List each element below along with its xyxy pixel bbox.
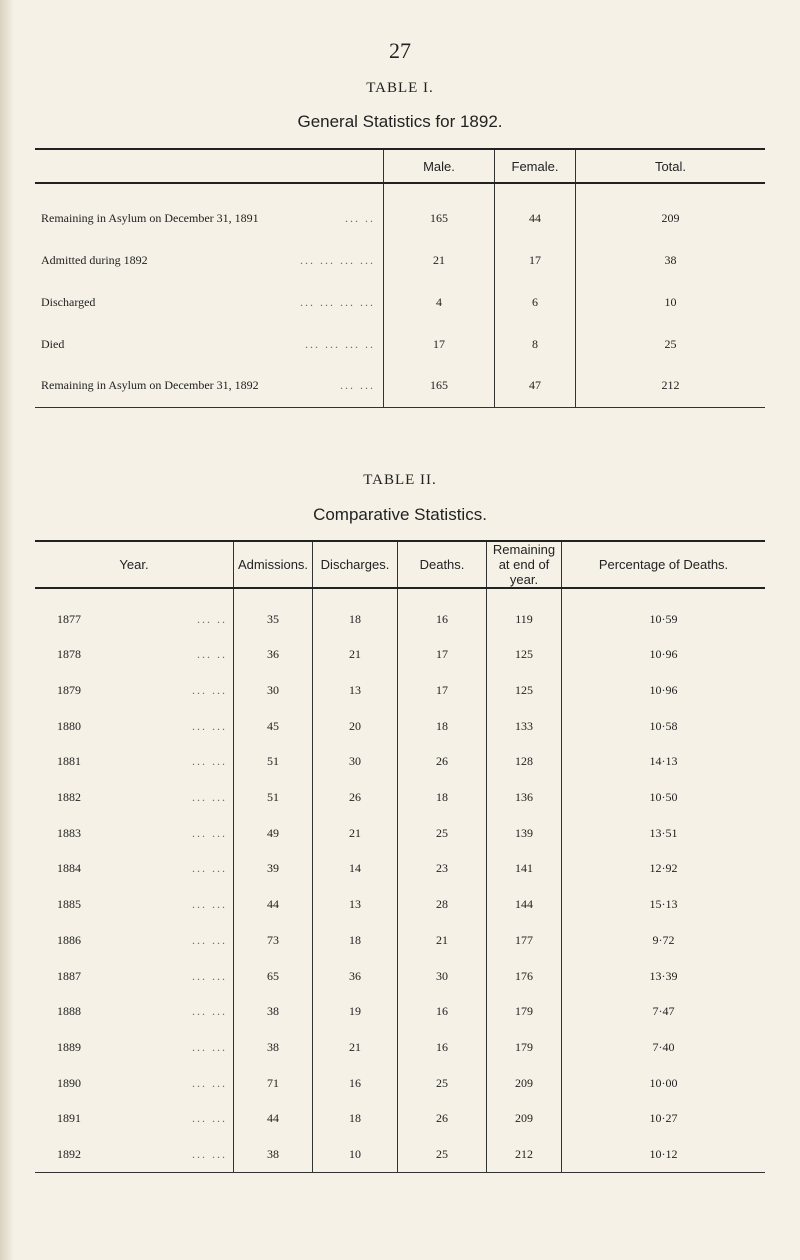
table2-label: TABLE II. <box>363 472 437 488</box>
discharges-cell: 14 <box>313 851 398 887</box>
table1-label: TABLE I. <box>366 80 434 96</box>
table-row <box>35 183 765 239</box>
admissions-cell: 38 <box>234 1137 313 1173</box>
remaining-cell: 212 <box>487 1137 562 1173</box>
leader-dots: ... ... <box>192 1111 227 1126</box>
table-row <box>35 365 765 407</box>
discharges-cell: 21 <box>313 815 398 851</box>
deaths-cell: 26 <box>398 744 487 780</box>
header-female: Female. <box>495 149 576 183</box>
remaining-cell: 139 <box>487 815 562 851</box>
leader-dots: ... ... ... .. <box>305 336 375 351</box>
discharges-cell: 18 <box>313 588 398 637</box>
year: 1891 <box>57 1111 81 1126</box>
total-cell: 212 <box>576 365 766 407</box>
table-row <box>35 851 765 887</box>
discharges-cell: 21 <box>313 1030 398 1066</box>
table-row <box>35 673 765 709</box>
deaths-cell: 17 <box>398 637 487 673</box>
deaths-cell: 25 <box>398 815 487 851</box>
table-row <box>35 281 765 323</box>
year: 1882 <box>57 790 81 805</box>
deaths-cell: 18 <box>398 780 487 816</box>
male-cell: 21 <box>384 239 495 281</box>
table1-title: General Statistics for 1892. <box>297 112 503 131</box>
row-label: Died <box>41 336 65 351</box>
leader-dots: ... .. <box>197 611 227 626</box>
comparative-statistics-table <box>35 540 765 1173</box>
female-cell: 6 <box>495 281 576 323</box>
leader-dots: ... ... <box>192 825 227 840</box>
page-number: 27 <box>389 38 411 63</box>
year: 1883 <box>57 825 81 840</box>
leader-dots: ... ... <box>192 897 227 912</box>
male-cell: 165 <box>384 183 495 239</box>
table-row <box>35 239 765 281</box>
leader-dots: ... ... <box>192 718 227 733</box>
percentage-cell: 10·59 <box>562 588 766 637</box>
deaths-cell: 25 <box>398 1137 487 1173</box>
discharges-cell: 36 <box>313 958 398 994</box>
year-cell <box>35 815 234 851</box>
row-label-cell <box>35 281 384 323</box>
table-row <box>35 994 765 1030</box>
deaths-cell: 25 <box>398 1065 487 1101</box>
year: 1881 <box>57 754 81 769</box>
year: 1888 <box>57 1004 81 1019</box>
row-label-cell <box>35 183 384 239</box>
deaths-cell: 26 <box>398 1101 487 1137</box>
year: 1886 <box>57 932 81 947</box>
header-year: Year. <box>35 541 234 588</box>
discharges-cell: 13 <box>313 673 398 709</box>
year-cell <box>35 851 234 887</box>
percentage-cell: 7·40 <box>562 1030 766 1066</box>
table-row <box>35 887 765 923</box>
deaths-cell: 16 <box>398 994 487 1030</box>
deaths-cell: 16 <box>398 1030 487 1066</box>
table-header-row <box>35 149 765 183</box>
percentage-cell: 14·13 <box>562 744 766 780</box>
header-deaths: Deaths. <box>398 541 487 588</box>
leader-dots: ... ... <box>192 790 227 805</box>
year: 1878 <box>57 647 81 662</box>
female-cell: 8 <box>495 323 576 365</box>
discharges-cell: 21 <box>313 637 398 673</box>
total-cell: 209 <box>576 183 766 239</box>
percentage-cell: 7·47 <box>562 994 766 1030</box>
deaths-cell: 17 <box>398 673 487 709</box>
table-row <box>35 637 765 673</box>
female-cell: 17 <box>495 239 576 281</box>
admissions-cell: 38 <box>234 994 313 1030</box>
year-cell <box>35 923 234 959</box>
remaining-cell: 125 <box>487 673 562 709</box>
leader-dots: ... ... <box>192 1075 227 1090</box>
year-cell <box>35 1101 234 1137</box>
percentage-cell: 10·50 <box>562 780 766 816</box>
admissions-cell: 51 <box>234 780 313 816</box>
year-cell <box>35 887 234 923</box>
table-row <box>35 1030 765 1066</box>
table-row <box>35 588 765 637</box>
year-cell <box>35 1030 234 1066</box>
discharges-cell: 18 <box>313 923 398 959</box>
header-discharges: Discharges. <box>313 541 398 588</box>
leader-dots: ... ... <box>192 1039 227 1054</box>
remaining-cell: 141 <box>487 851 562 887</box>
remaining-cell: 209 <box>487 1065 562 1101</box>
year: 1885 <box>57 897 81 912</box>
row-label: Remaining in Asylum on December 31, 1892 <box>41 378 259 393</box>
admissions-cell: 44 <box>234 1101 313 1137</box>
admissions-cell: 73 <box>234 923 313 959</box>
deaths-cell: 16 <box>398 588 487 637</box>
admissions-cell: 65 <box>234 958 313 994</box>
discharges-cell: 13 <box>313 887 398 923</box>
admissions-cell: 51 <box>234 744 313 780</box>
leader-dots: ... ... <box>192 1004 227 1019</box>
remaining-cell: 119 <box>487 588 562 637</box>
deaths-cell: 30 <box>398 958 487 994</box>
percentage-cell: 10·27 <box>562 1101 766 1137</box>
male-cell: 17 <box>384 323 495 365</box>
admissions-cell: 45 <box>234 708 313 744</box>
year-cell <box>35 994 234 1030</box>
remaining-cell: 144 <box>487 887 562 923</box>
table-row <box>35 744 765 780</box>
row-label: Remaining in Asylum on December 31, 1891 <box>41 211 259 225</box>
leader-dots: ... ... <box>192 1146 227 1161</box>
year: 1889 <box>57 1039 81 1054</box>
percentage-cell: 13·51 <box>562 815 766 851</box>
leader-dots: ... ... <box>192 861 227 876</box>
year-cell <box>35 708 234 744</box>
discharges-cell: 20 <box>313 708 398 744</box>
admissions-cell: 71 <box>234 1065 313 1101</box>
female-cell: 44 <box>495 183 576 239</box>
row-label-cell <box>35 323 384 365</box>
header-remaining: Remaining at end of year. <box>487 541 562 588</box>
year-cell <box>35 588 234 637</box>
leader-dots: ... ... <box>192 968 227 983</box>
total-cell: 38 <box>576 239 766 281</box>
remaining-cell: 136 <box>487 780 562 816</box>
table-row <box>35 1101 765 1137</box>
year-cell <box>35 637 234 673</box>
table-row <box>35 780 765 816</box>
discharges-cell: 10 <box>313 1137 398 1173</box>
total-cell: 10 <box>576 281 766 323</box>
deaths-cell: 28 <box>398 887 487 923</box>
year-cell <box>35 673 234 709</box>
admissions-cell: 38 <box>234 1030 313 1066</box>
table-row <box>35 923 765 959</box>
percentage-cell: 10·00 <box>562 1065 766 1101</box>
remaining-cell: 179 <box>487 1030 562 1066</box>
year-cell <box>35 780 234 816</box>
year: 1877 <box>57 611 81 626</box>
year: 1892 <box>57 1146 81 1161</box>
percentage-cell: 9·72 <box>562 923 766 959</box>
header-total: Total. <box>576 149 766 183</box>
row-label-cell <box>35 365 384 407</box>
header-percentage: Percentage of Deaths. <box>562 541 766 588</box>
deaths-cell: 23 <box>398 851 487 887</box>
admissions-cell: 35 <box>234 588 313 637</box>
remaining-cell: 179 <box>487 994 562 1030</box>
discharges-cell: 30 <box>313 744 398 780</box>
table-row <box>35 815 765 851</box>
female-cell: 47 <box>495 365 576 407</box>
admissions-cell: 49 <box>234 815 313 851</box>
table-row <box>35 1137 765 1173</box>
table-row <box>35 1065 765 1101</box>
remaining-cell: 209 <box>487 1101 562 1137</box>
table-row <box>35 958 765 994</box>
remaining-cell: 133 <box>487 708 562 744</box>
table2-title: Comparative Statistics. <box>313 505 487 524</box>
header-blank <box>35 149 384 183</box>
leader-dots: ... .. <box>197 647 227 662</box>
total-cell: 25 <box>576 323 766 365</box>
table-row <box>35 323 765 365</box>
percentage-cell: 10·58 <box>562 708 766 744</box>
year-cell <box>35 1065 234 1101</box>
remaining-cell: 177 <box>487 923 562 959</box>
male-cell: 4 <box>384 281 495 323</box>
percentage-cell: 12·92 <box>562 851 766 887</box>
year: 1890 <box>57 1075 81 1090</box>
row-label-cell <box>35 239 384 281</box>
discharges-cell: 26 <box>313 780 398 816</box>
male-cell: 165 <box>384 365 495 407</box>
deaths-cell: 18 <box>398 708 487 744</box>
table-row <box>35 708 765 744</box>
year: 1884 <box>57 861 81 876</box>
header-admissions: Admissions. <box>234 541 313 588</box>
row-label: Discharged <box>41 294 96 309</box>
admissions-cell: 44 <box>234 887 313 923</box>
leader-dots: ... ... <box>192 932 227 947</box>
table-header-row <box>35 541 765 588</box>
leader-dots: ... ... <box>192 754 227 769</box>
discharges-cell: 18 <box>313 1101 398 1137</box>
percentage-cell: 10·12 <box>562 1137 766 1173</box>
remaining-cell: 176 <box>487 958 562 994</box>
admissions-cell: 39 <box>234 851 313 887</box>
year: 1887 <box>57 968 81 983</box>
leader-dots: ... ... <box>340 378 375 393</box>
discharges-cell: 19 <box>313 994 398 1030</box>
remaining-cell: 128 <box>487 744 562 780</box>
admissions-cell: 30 <box>234 673 313 709</box>
percentage-cell: 10·96 <box>562 673 766 709</box>
year-cell <box>35 1137 234 1173</box>
leader-dots: ... ... <box>192 683 227 698</box>
percentage-cell: 10·96 <box>562 637 766 673</box>
year-cell <box>35 744 234 780</box>
row-label: Admitted during 1892 <box>41 252 148 267</box>
remaining-cell: 125 <box>487 637 562 673</box>
leader-dots: ... ... ... ... <box>300 252 375 267</box>
header-male: Male. <box>384 149 495 183</box>
discharges-cell: 16 <box>313 1065 398 1101</box>
percentage-cell: 15·13 <box>562 887 766 923</box>
year-cell <box>35 958 234 994</box>
leader-dots: ... ... ... ... <box>300 294 375 309</box>
year: 1879 <box>57 683 81 698</box>
deaths-cell: 21 <box>398 923 487 959</box>
percentage-cell: 13·39 <box>562 958 766 994</box>
leader-dots: ... .. <box>345 211 375 225</box>
general-statistics-table <box>35 148 765 408</box>
page-edge-shadow <box>0 0 14 1260</box>
year: 1880 <box>57 718 81 733</box>
admissions-cell: 36 <box>234 637 313 673</box>
